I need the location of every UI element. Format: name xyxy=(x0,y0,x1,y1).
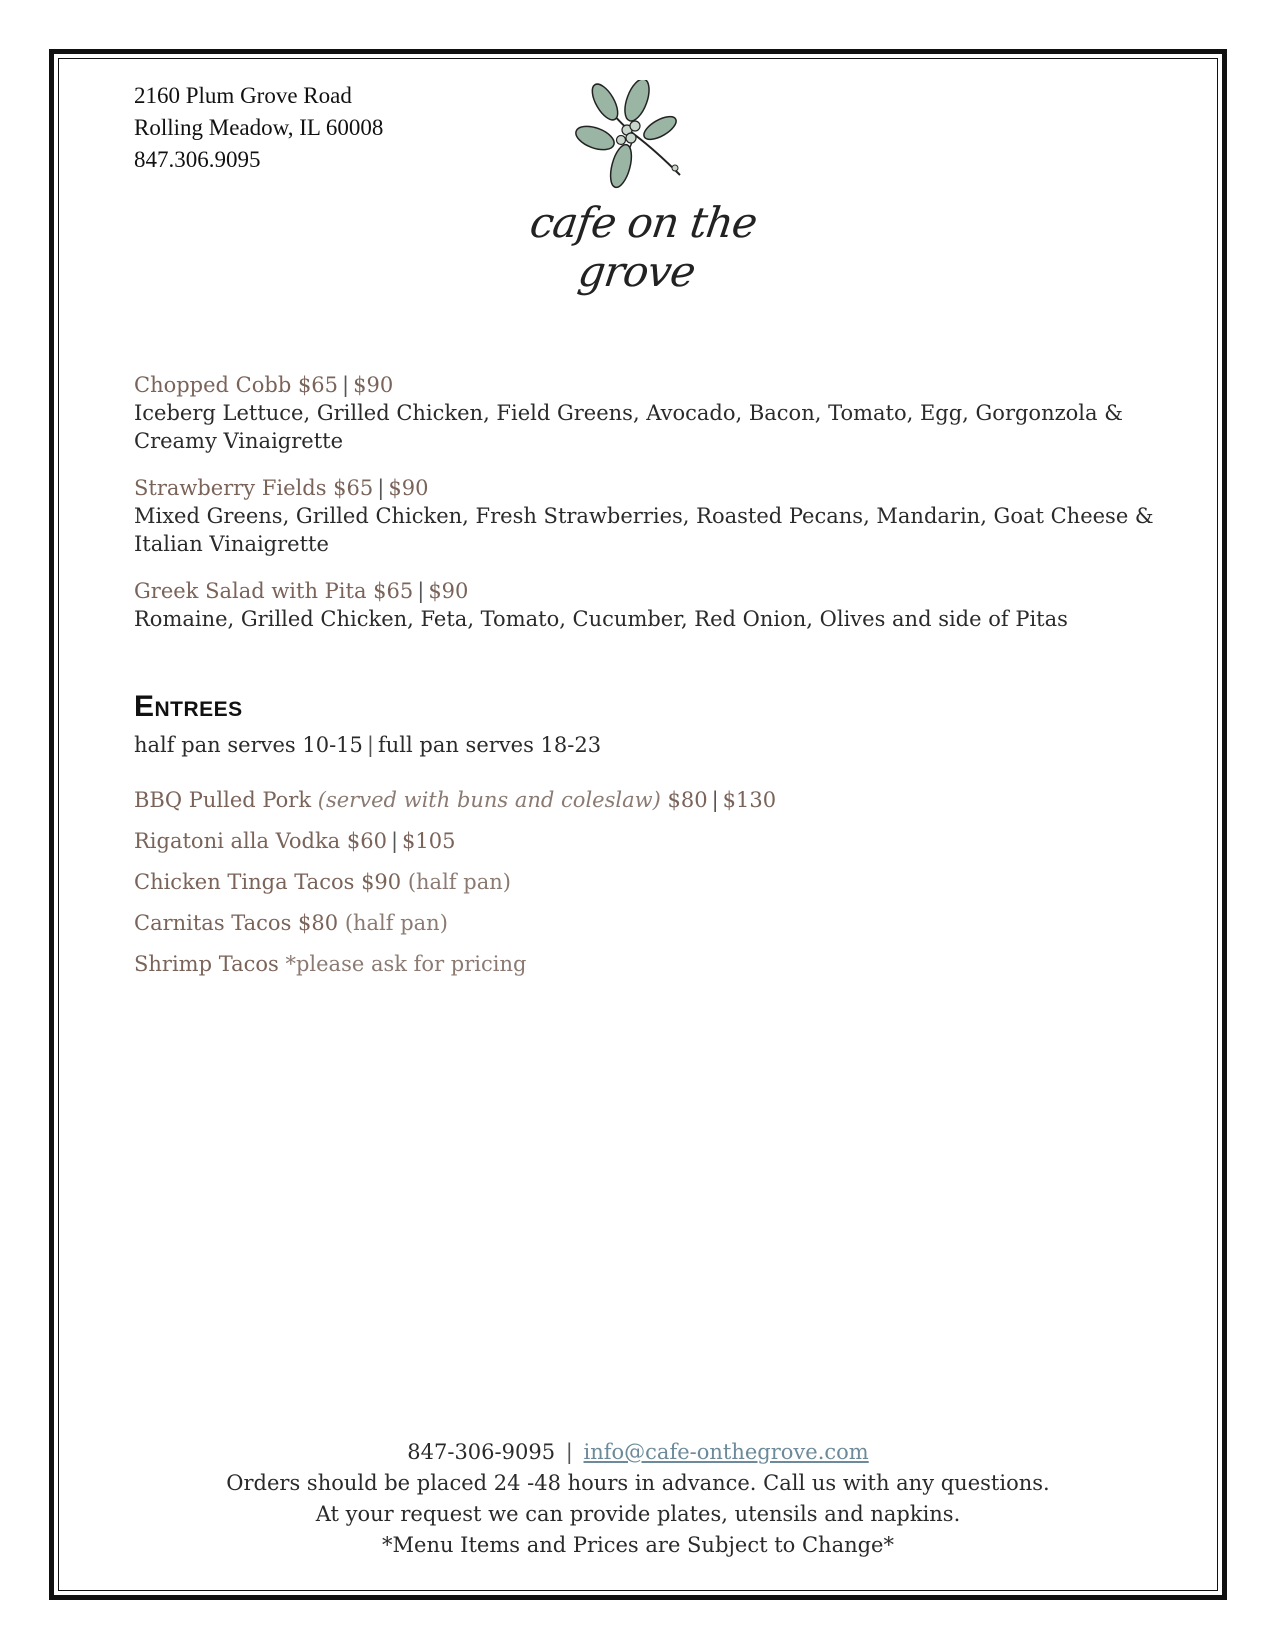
price-separator: | xyxy=(377,476,385,500)
item-description: Romaine, Grilled Chicken, Feta, Tomato, Cucumber, Red Onion, Olives and side of Pitas xyxy=(134,607,1068,631)
item-description: Mixed Greens, Grilled Chicken, Fresh Strawberries, Roasted Pecans, Mandarin, Goat Cheese & Italian Vinaigrette xyxy=(134,504,1154,556)
footer-email-link[interactable]: info@cafe-onthegrove.com xyxy=(583,1440,869,1464)
logo-wordmark: cafe on the grove xyxy=(527,198,760,296)
entree-carnitas-tacos xyxy=(134,909,448,937)
address-street: 2160 Plum Grove Road xyxy=(134,83,352,108)
footer-disclaimer: *Menu Items and Prices are Subject to Change* xyxy=(382,1533,894,1557)
entree-shrimp-tacos xyxy=(134,950,526,978)
item-price-full: $90 xyxy=(353,373,394,397)
footer-phone: 847-306-9095 xyxy=(407,1440,556,1464)
leaf-branch-icon xyxy=(565,80,695,195)
entree-rigatoni-vodka xyxy=(134,827,456,855)
footer-supplies-note: At your request we can provide plates, utensils and napkins. xyxy=(315,1502,961,1526)
address-phone: 847.306.9095 xyxy=(134,147,261,172)
entree-note: (half pan) xyxy=(344,911,448,935)
entree-price-half: $80 xyxy=(667,788,708,812)
footer-contact xyxy=(58,1440,1218,1464)
full-pan-info: full pan serves 18-23 xyxy=(377,733,602,757)
entrees-serving-info xyxy=(134,733,601,757)
price-separator: | xyxy=(417,579,425,603)
entree-name: Carnitas Tacos $80 xyxy=(134,911,339,935)
footer-order-note: Orders should be placed 24 -48 hours in advance. Call us with any questions. xyxy=(226,1471,1050,1495)
price-separator: | xyxy=(390,829,399,853)
entree-name: Rigatoni alla Vodka $60 xyxy=(134,829,387,853)
address-block xyxy=(134,80,383,176)
entree-name: Shrimp Tacos xyxy=(134,952,279,976)
price-separator: | xyxy=(711,788,719,812)
entree-note: *please ask for pricing xyxy=(285,952,527,976)
entree-price-full: $130 xyxy=(722,788,777,812)
item-description: Iceberg Lettuce, Grilled Chicken, Field Greens, Avocado, Bacon, Tomato, Egg, Gorgonzola & Creamy Vinaigrette xyxy=(134,401,1123,453)
entree-name: BBQ Pulled Pork xyxy=(134,788,312,812)
half-pan-info: half pan serves 10-15 xyxy=(134,733,363,757)
entree-note: (served with buns and coleslaw) xyxy=(317,788,661,812)
entree-note: (half pan) xyxy=(407,870,511,894)
menu-item-chopped-cobb xyxy=(134,371,1154,455)
item-title: Chopped Cobb $65 xyxy=(134,373,339,397)
menu-item-greek-salad xyxy=(134,577,1154,633)
item-price-full: $90 xyxy=(428,579,469,603)
item-price-full: $90 xyxy=(388,476,429,500)
price-separator: | xyxy=(342,373,350,397)
separator: | xyxy=(559,1440,580,1464)
entree-chicken-tinga-tacos xyxy=(134,868,511,896)
cafe-logo xyxy=(505,80,775,296)
menu-item-strawberry-fields xyxy=(134,474,1154,558)
entree-price-full: $105 xyxy=(402,829,456,853)
address-city: Rolling Meadow, IL 60008 xyxy=(134,115,384,140)
entree-name: Chicken Tinga Tacos $90 xyxy=(134,870,402,894)
separator: | xyxy=(366,733,374,757)
item-title: Greek Salad with Pita $65 xyxy=(134,579,414,603)
item-title: Strawberry Fields $65 xyxy=(134,476,374,500)
section-title-entrees: Entrees xyxy=(134,690,243,723)
entree-bbq-pulled-pork xyxy=(134,786,776,814)
